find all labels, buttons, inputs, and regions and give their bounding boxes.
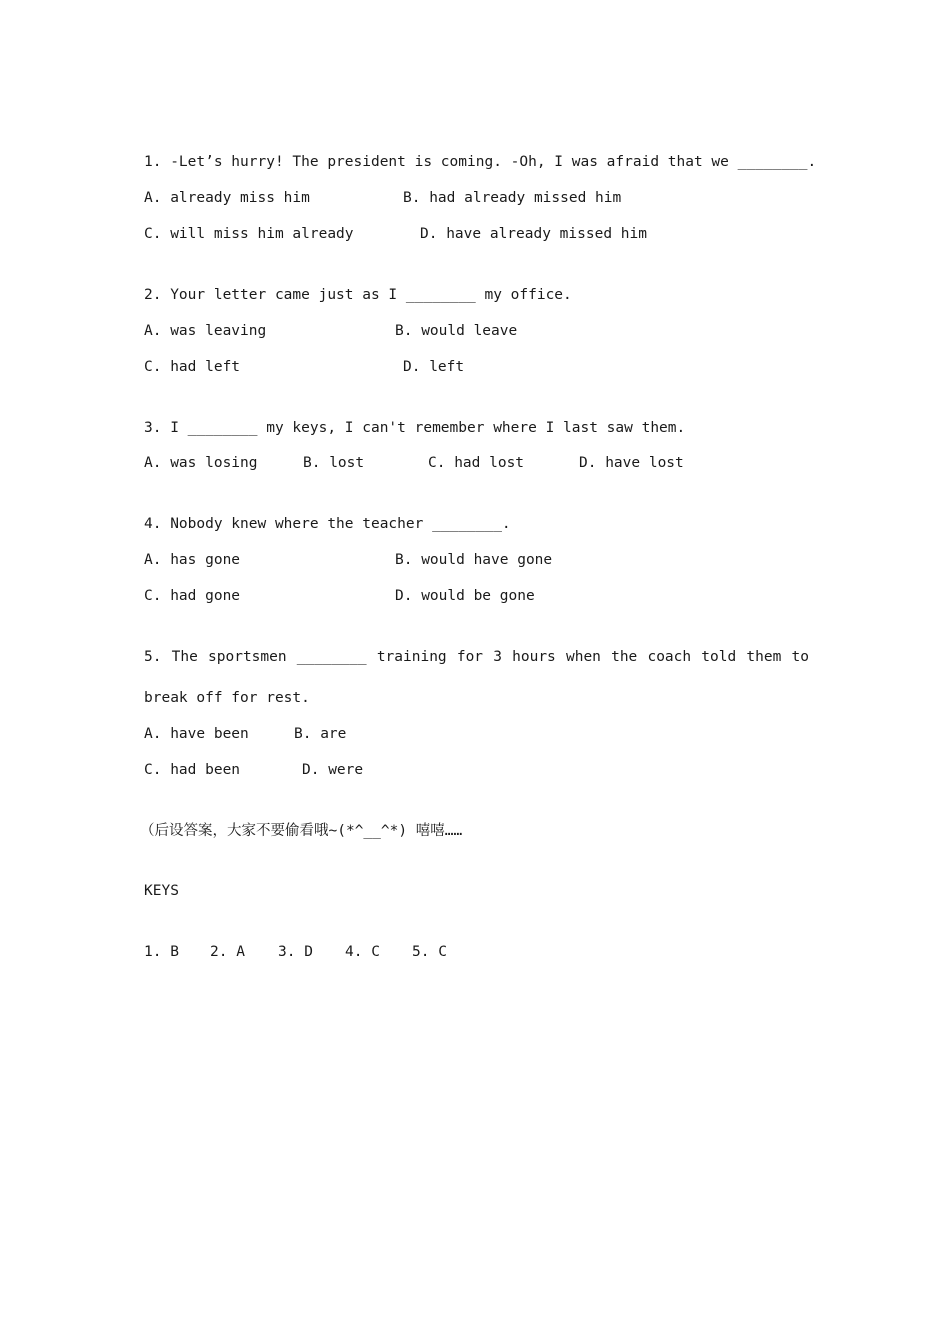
question-5-option-c: C. had been (144, 762, 241, 778)
question-3-option-d: D. have lost (579, 455, 684, 471)
question-5-option-d: D. were (302, 762, 364, 778)
question-1-option-a: A. already miss him (144, 190, 310, 206)
question-4-option-b: B. would have gone (395, 552, 553, 568)
question-3-option-b: B. lost (303, 455, 365, 471)
question-5-stem-line-2: break off for rest. (144, 690, 310, 706)
question-3-option-c: C. had lost (428, 455, 525, 471)
question-4-option-d: D. would be gone (395, 588, 535, 604)
question-1-option-b: B. had already missed him (403, 190, 622, 206)
question-4-stem: 4. Nobody knew where the teacher ________. (144, 516, 511, 532)
key-answer-1: 1. B (144, 944, 179, 960)
key-answer-4: 4. C (345, 944, 380, 960)
key-answer-5: 5. C (412, 944, 447, 960)
keys-title: KEYS (144, 883, 179, 899)
key-answer-3: 3. D (278, 944, 313, 960)
question-3-option-a: A. was losing (144, 455, 258, 471)
question-5-option-b: B. are (294, 726, 347, 742)
question-1-option-d: D. have already missed him (420, 226, 647, 242)
question-2-stem: 2. Your letter came just as I ________ my office. (144, 287, 572, 303)
question-5-stem-line-1: 5. The sportsmen ________ training for 3 hours when the coach told them to (144, 649, 809, 665)
question-2-option-a: A. was leaving (144, 323, 267, 339)
question-2-option-d: D. left (403, 359, 465, 375)
key-answer-2: 2. A (210, 944, 245, 960)
question-4-option-c: C. had gone (144, 588, 241, 604)
question-2-option-b: B. would leave (395, 323, 518, 339)
question-4-option-a: A. has gone (144, 552, 241, 568)
question-5-option-a: A. have been (144, 726, 249, 742)
question-2-option-c: C. had left (144, 359, 241, 375)
question-3-stem: 3. I ________ my keys, I can't remember where I last saw them. (144, 420, 686, 436)
question-1-stem: 1. -Let’s hurry! The president is coming. -Oh, I was afraid that we ________. (144, 154, 817, 170)
question-1-option-c: C. will miss him already (144, 226, 354, 242)
answer-note: （后设答案，大家不要偷看哦~(*^__^*) 嘻嘻…… (140, 823, 463, 839)
